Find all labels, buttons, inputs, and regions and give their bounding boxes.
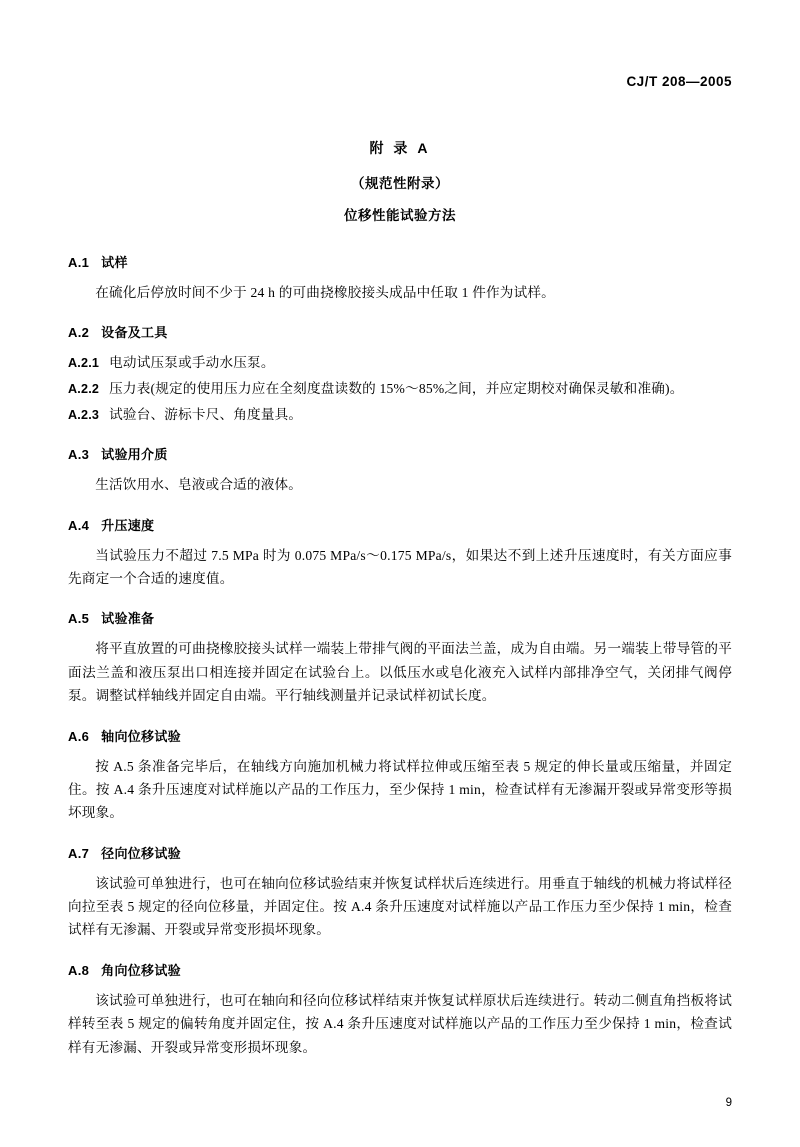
section-heading-a7 [68, 843, 732, 862]
section-a2-item-3 [68, 403, 732, 427]
section-heading-a6 [68, 726, 732, 745]
page-number: 9 [725, 1097, 732, 1109]
section-a2-item-2-text: 压力表(规定的使用压力应在全刻度盘读数的 15%～85%之间，并应定期校对确保灵敏和准确)。 [109, 381, 684, 397]
section-a2-item-1-text: 电动试压泵或手动水压泵。 [109, 355, 275, 371]
section-number-a7: A.7 [68, 845, 90, 861]
section-a2-item-3-text: 试验台、游标卡尺、角度量具。 [109, 406, 303, 422]
section-number-a6: A.6 [68, 728, 90, 744]
section-number-a5: A.5 [68, 611, 90, 627]
document-body [68, 138, 732, 1061]
section-a7-paragraph-1: 该试验可单独进行，也可在轴向位移试验结束并恢复试样状后连续进行。用垂直于轴线的机械力将试样径向拉至表 5 规定的径向位移量，并固定住。按 A.4 条升压速度对试样施以产品工作压力至少保持 1 min，检查试样有无渗漏、开裂或异常变形损坏现象。 [68, 875, 732, 938]
section-heading-a2 [68, 322, 732, 341]
section-a2-item-1 [68, 351, 732, 375]
section-heading-a5 [68, 608, 732, 627]
section-a4-paragraph-1: 当试验压力不超过 7.5 MPa 时为 0.075 MPa/s～0.175 MPa/s，如果达不到上述升压速度时，有关方面应事先商定一个合适的速度值。 [68, 547, 732, 587]
section-title-a4: 升压速度 [101, 517, 155, 533]
section-title-a7: 径向位移试验 [101, 845, 181, 861]
section-a3-paragraph-1: 生活饮用水、皂液或合适的液体。 [95, 477, 303, 493]
section-title-a8: 角向位移试验 [101, 962, 181, 978]
annex-subtitle: （规范性附录） [351, 176, 449, 191]
section-title-a1: 试样 [101, 255, 128, 270]
section-a2-item-2-label: A.2.2 [68, 382, 100, 397]
section-number-a2: A.2 [68, 325, 90, 341]
section-title-a5: 试验准备 [101, 611, 155, 627]
annex-title: 附 录 A [369, 140, 431, 156]
section-number-a3: A.3 [68, 447, 90, 463]
section-a5-paragraph-1: 将平直放置的可曲挠橡胶接头试样一端装上带排气阀的平面法兰盖，成为自由端。另一端装上带导管的平面法兰盖和液压泵出口相连接并固定在试验台上。以低压水或皂化液充入试样内部排净空气，关闭排气阀停泵。调整试样轴线并固定自由端。平行轴线测量并记录试样初试长度。 [68, 641, 732, 704]
annex-name: 位移性能试验方法 [344, 208, 456, 223]
section-a8-paragraph-1: 该试验可单独进行，也可在轴向和径向位移试样结束并恢复试样原状后连续进行。转动二侧直角挡板将试样转至表 5 规定的偏转角度并固定住，按 A.4 条升压速度对试样施以产品的工作压力至少保持 1 min，检查试样有无渗漏、开裂或异常变形损坏现象。 [68, 992, 732, 1055]
section-title-a2: 设备及工具 [101, 325, 168, 341]
section-a6-paragraph-1: 按 A.5 条准备完毕后，在轴线方向施加机械力将试样拉伸或压缩至表 5 规定的伸长量或压缩量，并固定住。按 A.4 条升压速度对试样施以产品的工作压力，至少保持 1 min，检查试样有无渗漏开裂或异常变形等损坏现象。 [68, 758, 732, 821]
section-title-a6: 轴向位移试验 [101, 728, 181, 744]
section-number-a4: A.4 [68, 517, 90, 533]
section-heading-a8 [68, 960, 732, 979]
section-a2-item-3-label: A.2.3 [68, 407, 100, 422]
section-a2-item-2 [68, 377, 732, 401]
section-number-a1: A.1 [68, 255, 90, 270]
section-a2-item-1-label: A.2.1 [68, 356, 100, 371]
section-heading-a1 [68, 252, 732, 271]
section-title-a3: 试验用介质 [101, 447, 168, 463]
page-header-standard-number: CJ/T 208—2005 [626, 74, 732, 89]
section-a1-paragraph-1: 在硫化后停放时间不少于 24 h 的可曲挠橡胶接头成品中任取 1 件作为试样。 [95, 285, 555, 300]
section-heading-a4 [68, 515, 732, 534]
section-number-a8: A.8 [68, 962, 90, 978]
section-heading-a3 [68, 444, 732, 463]
